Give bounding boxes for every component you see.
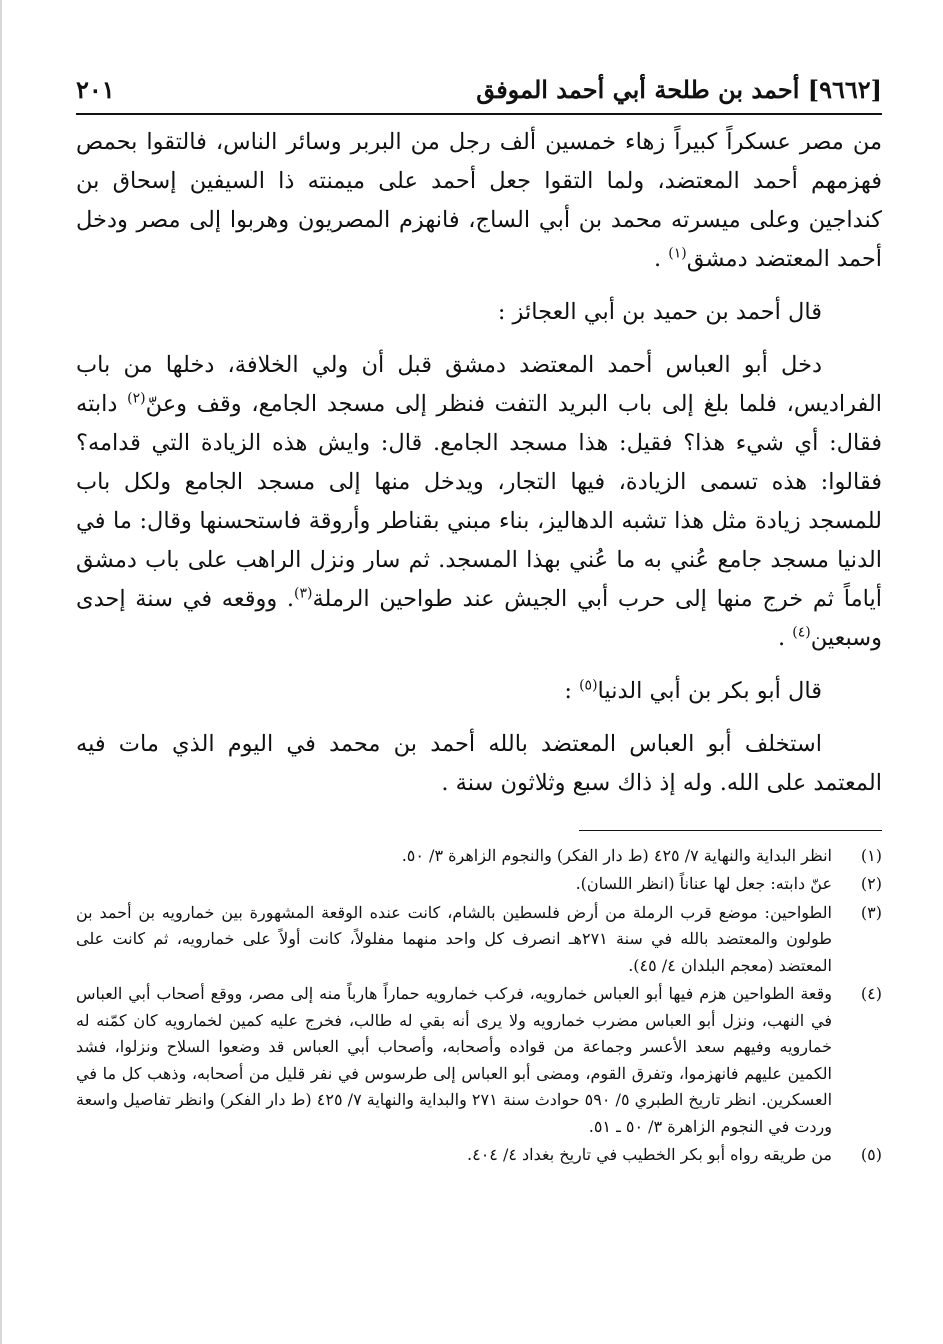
narrator-heading-2 (76, 672, 882, 711)
footnote-text: وقعة الطواحين هزم فيها أبو العباس خمارويه، فركب خمارويه حماراً هارباً منه إلى مصر، ووقع أصحاب أبي العباس في النهب، ونزل أبو العباس مضرب خمارويه ولا يرى أنه بقي له طالب، فخرج عليه كمين لخمارويه كان كمّنه له خمارويه وفيهم سعد الأعسر وجماعة من قواده وأصحابه، وأصحاب أبي العباس قد وضعوا السلاح ونزلوا، فشد الكمين عليهم فانهزموا، وتفرق القوم، ومضى أبو العباس إلى طرسوس في نفر قليل من أصحابه، وذهب كل ما في العسكرين. انظر تاريخ الطبري ٥/ ٥٩٠ حوادث سنة ٢٧١ والبداية والنهاية ٧/ ٤٢٥ (ط دار الفكر) وانظر تفاصيل واسعة وردت في النجوم الزاهرة ٣/ ٥٠ ـ ٥١. (76, 984, 833, 1136)
heading-text: قال أبو بكر بن أبي الدنيا (597, 677, 822, 704)
footnote-4 (76, 981, 882, 1140)
footnote-ref-4: (٤) (792, 624, 811, 641)
paragraph-text: دخل أبو العباس أحمد المعتضد دمشق قبل أن ولي الخلافة، دخلها من باب الفراديس، فلما بلغ إلى باب البريد التفت فنظر إلى مسجد الجامع، وقف وعنّ (76, 351, 883, 417)
footnote-text: الطواحين: موضع قرب الرملة من أرض فلسطين بالشام، كانت عنده الوقعة المشهورة بين خمارويه بن أحمد بن طولون والمعتضد بالله في سنة ٢٧١هـ انصرف كل واحد منهما مفلولاً، كانت أولاً على خمارويه، ثم كانت على المعتضد (معجم البلدان ٤/ ٤٥). (76, 902, 833, 975)
paragraph-text: . ووقعه في سنة إحدى وسبعين (76, 585, 882, 651)
paragraph-text: دابته فقال: أي شيء هذا؟ فقيل: هذا مسجد الجامع. قال: وايش هذه الزيادة التي قدامه؟ فقالوا: هذه تسمى الزيادة، فيها التجار، ويدخل منها إلى مسجد الجامع ولكل باب للمسجد زيادة مثل هذا تشبه الدهاليز، بناء مبني بقناطر وأروقة فاستحسنها وقال: ما في الدنيا مسجد جامع عُني به ما عُني بهذا المسجد. ثم سار ونزل الراهب على باب دمشق أياماً ثم خرج منها إلى حرب أبي الجيش عند طواحين الرملة (76, 390, 883, 612)
narrator-heading-1: قال أحمد بن حميد بن أبي العجائز : (497, 298, 822, 325)
footnote-text: انظر البداية والنهاية ٧/ ٤٢٥ (ط دار الفكر) والنجوم الزاهرة ٣/ ٥٠. (401, 845, 832, 865)
footnote-text: عنّ دابته: جعل لها عناناً (انظر اللسان). (575, 874, 832, 894)
paragraph-tail: . (653, 245, 669, 272)
footnote-3 (76, 900, 882, 980)
paragraph-1 (76, 123, 882, 279)
footnote-5 (76, 1142, 882, 1169)
paragraph-3 (76, 725, 882, 803)
footnote-number: (٥) (860, 1145, 882, 1165)
footnote-2 (76, 871, 882, 898)
book-page (76, 76, 882, 1171)
footnote-text: من طريقه رواه أبو بكر الخطيب في تاريخ بغداد ٤/ ٤٠٤. (467, 1145, 832, 1165)
footnote-number: (٢) (860, 874, 882, 894)
page-edge (0, 0, 2, 1344)
paragraph-tail: . (777, 624, 793, 651)
footnote-ref-5: (٥) (579, 677, 598, 694)
running-title: [٩٦٦٢] أحمد بن طلحة أبي أحمد الموفق (476, 75, 882, 104)
paragraph-2 (76, 346, 882, 658)
paragraph-text: استخلف أبو العباس المعتضد بالله أحمد بن محمد في اليوم الذي مات فيه المعتمد على الله. وله إذ ذاك سبع وثلاثون سنة . (76, 730, 882, 796)
footnote-number: (٤) (860, 984, 882, 1004)
footnote-number: (١) (860, 845, 882, 865)
main-text (76, 123, 882, 803)
heading-tail: : (564, 677, 580, 704)
footnote-ref-1: (١) (668, 245, 687, 262)
paragraph-text: من مصر عسكراً كبيراً زهاء خمسين ألف رجل من البربر وسائر الناس، فالتقوا بحمص فهزمهم أحمد المعتضد، ولما التقوا جعل أحمد على ميمنته ذا السيفين إسحاق بن كنداجين وعلى ميسرته محمد بن أبي الساج، فانهزم المصريون وهربوا إلى مصر ودخل أحمد المعتضد دمشق (76, 128, 882, 272)
footnote-ref-3: (٣) (294, 585, 313, 602)
footnotes (76, 843, 882, 1169)
footnote-separator (579, 830, 882, 831)
footnote-1 (76, 843, 882, 870)
running-header (76, 76, 882, 115)
footnote-ref-2: (٢) (127, 390, 146, 407)
page-number: ٢٠١ (76, 75, 115, 104)
footnote-number: (٣) (860, 902, 882, 922)
